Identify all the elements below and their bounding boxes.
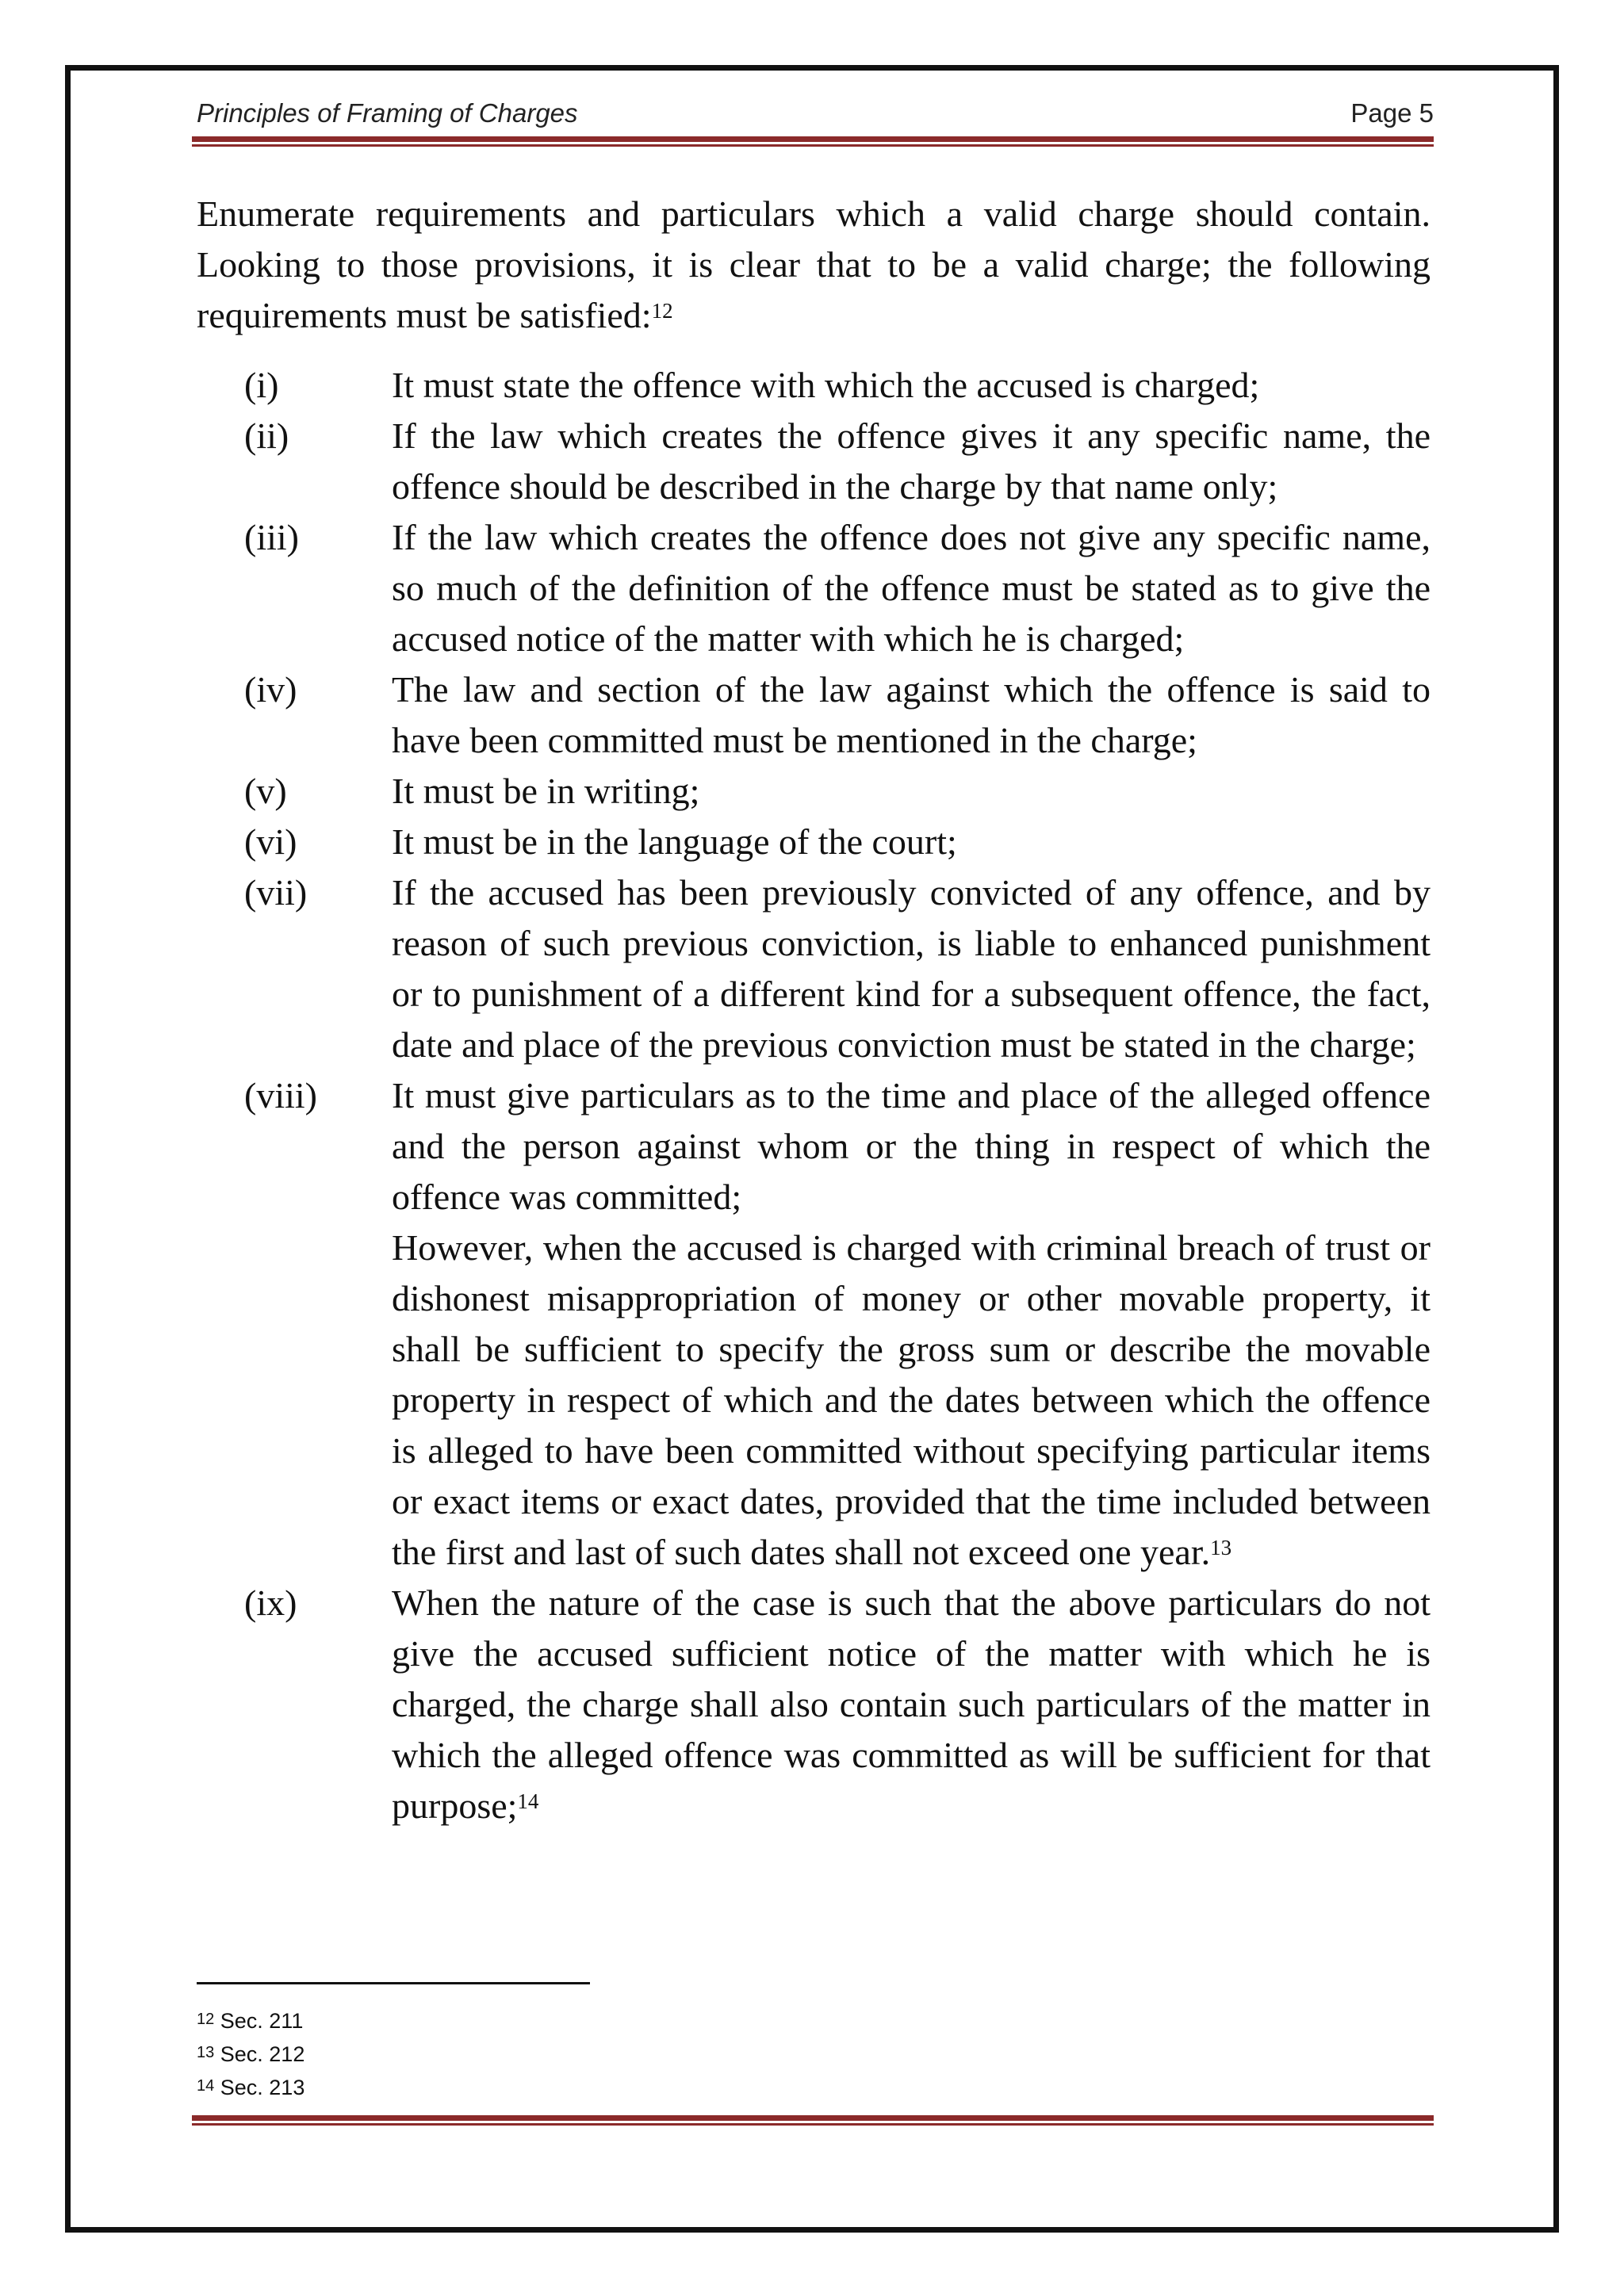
footnote-ref-12: 12 [651, 299, 673, 323]
intro-text: Enumerate requirements and particulars which a valid charge should contain. Looking to those provisions, it is clear that to be a valid charge; the following requirements must be satisfied: [197, 193, 1431, 335]
item-number: (v) [244, 771, 287, 811]
footnote-text: Sec. 213 [220, 2076, 305, 2099]
footnote-ref-13: 13 [1210, 1536, 1232, 1559]
list-item [244, 1578, 1431, 1831]
item-number: (ii) [244, 415, 289, 456]
item-text: If the law which creates the offence does not give any specific name, so much of the definition of the offence must be stated as to give the accused notice of the matter with which he is charged; [392, 517, 1431, 659]
footnote-mark: 12 [197, 2011, 215, 2028]
list-item [244, 867, 1431, 1070]
footnote-mark: 13 [197, 2044, 215, 2061]
footnote [197, 2038, 304, 2071]
item-text-wrap [392, 1578, 1431, 1831]
list-item [244, 817, 1431, 867]
intro-paragraph [197, 189, 1431, 341]
item-number: (viii) [244, 1075, 317, 1115]
page-number: Page 5 [1350, 98, 1434, 128]
item-text: The law and section of the law against which the offence is said to have been committed must be mentioned in the charge; [392, 669, 1431, 760]
item-text: It must give particulars as to the time and place of the alleged offence and the person against whom or the thing in respect of which the offence was committed; [392, 1075, 1431, 1217]
main-text [197, 189, 1431, 1831]
header-title: Principles of Framing of Charges [197, 98, 578, 128]
item-text: It must be in the language of the court; [392, 821, 957, 862]
item-text: If the accused has been previously convicted of any offence, and by reason of such previous conviction, is liable to enhanced punishment or to punishment of a different kind for a subsequent offence, the fact, date and place of the previous conviction must be stated in the charge; [392, 872, 1431, 1065]
footnotes [197, 2004, 304, 2104]
footnote-mark: 14 [197, 2077, 215, 2095]
item-number: (iii) [244, 517, 299, 557]
requirements-list [197, 360, 1431, 1831]
item-text: It must be in writing; [392, 771, 700, 811]
header-rule [192, 136, 1434, 147]
item-number: (i) [244, 365, 279, 405]
item-text: It must state the offence with which the accused is charged; [392, 365, 1260, 405]
item-text: If the law which creates the offence gives it any specific name, the offence should be described in the charge by that name only; [392, 415, 1431, 507]
footnote-ref-14: 14 [517, 1789, 539, 1813]
page-header [197, 94, 1434, 133]
list-item [244, 664, 1431, 766]
item-number: (iv) [244, 669, 297, 710]
list-item [244, 512, 1431, 664]
item-proviso [392, 1223, 1431, 1578]
list-item [244, 360, 1431, 411]
list-item [244, 411, 1431, 512]
list-item [244, 1070, 1431, 1578]
footnote [197, 2004, 304, 2038]
item-text: When the nature of the case is such that the above particulars do not give the accused sufficient notice of the matter with which he is charged, the charge shall also contain such particulars of the matter in which the alleged offence was committed as will be sufficient for that purpose; [392, 1582, 1431, 1826]
footnote-text: Sec. 211 [220, 2009, 304, 2033]
proviso-text: However, when the accused is charged with criminal breach of trust or dishonest misappropriation of money or other movable property, it shall be sufficient to specify the gross sum or describe the movable property in respect of which and the dates between which the offence is alleged to have been committed without specifying particular items or exact items or exact dates, provided that the time included between the first and last of such dates shall not exceed one year. [392, 1227, 1431, 1572]
footnote-separator [197, 1982, 590, 1984]
item-number: (ix) [244, 1582, 297, 1623]
footnote [197, 2071, 304, 2104]
item-number: (vi) [244, 821, 297, 862]
footer-rule [192, 2115, 1434, 2126]
list-item [244, 766, 1431, 817]
footnote-text: Sec. 212 [220, 2042, 305, 2066]
item-number: (vii) [244, 872, 308, 913]
